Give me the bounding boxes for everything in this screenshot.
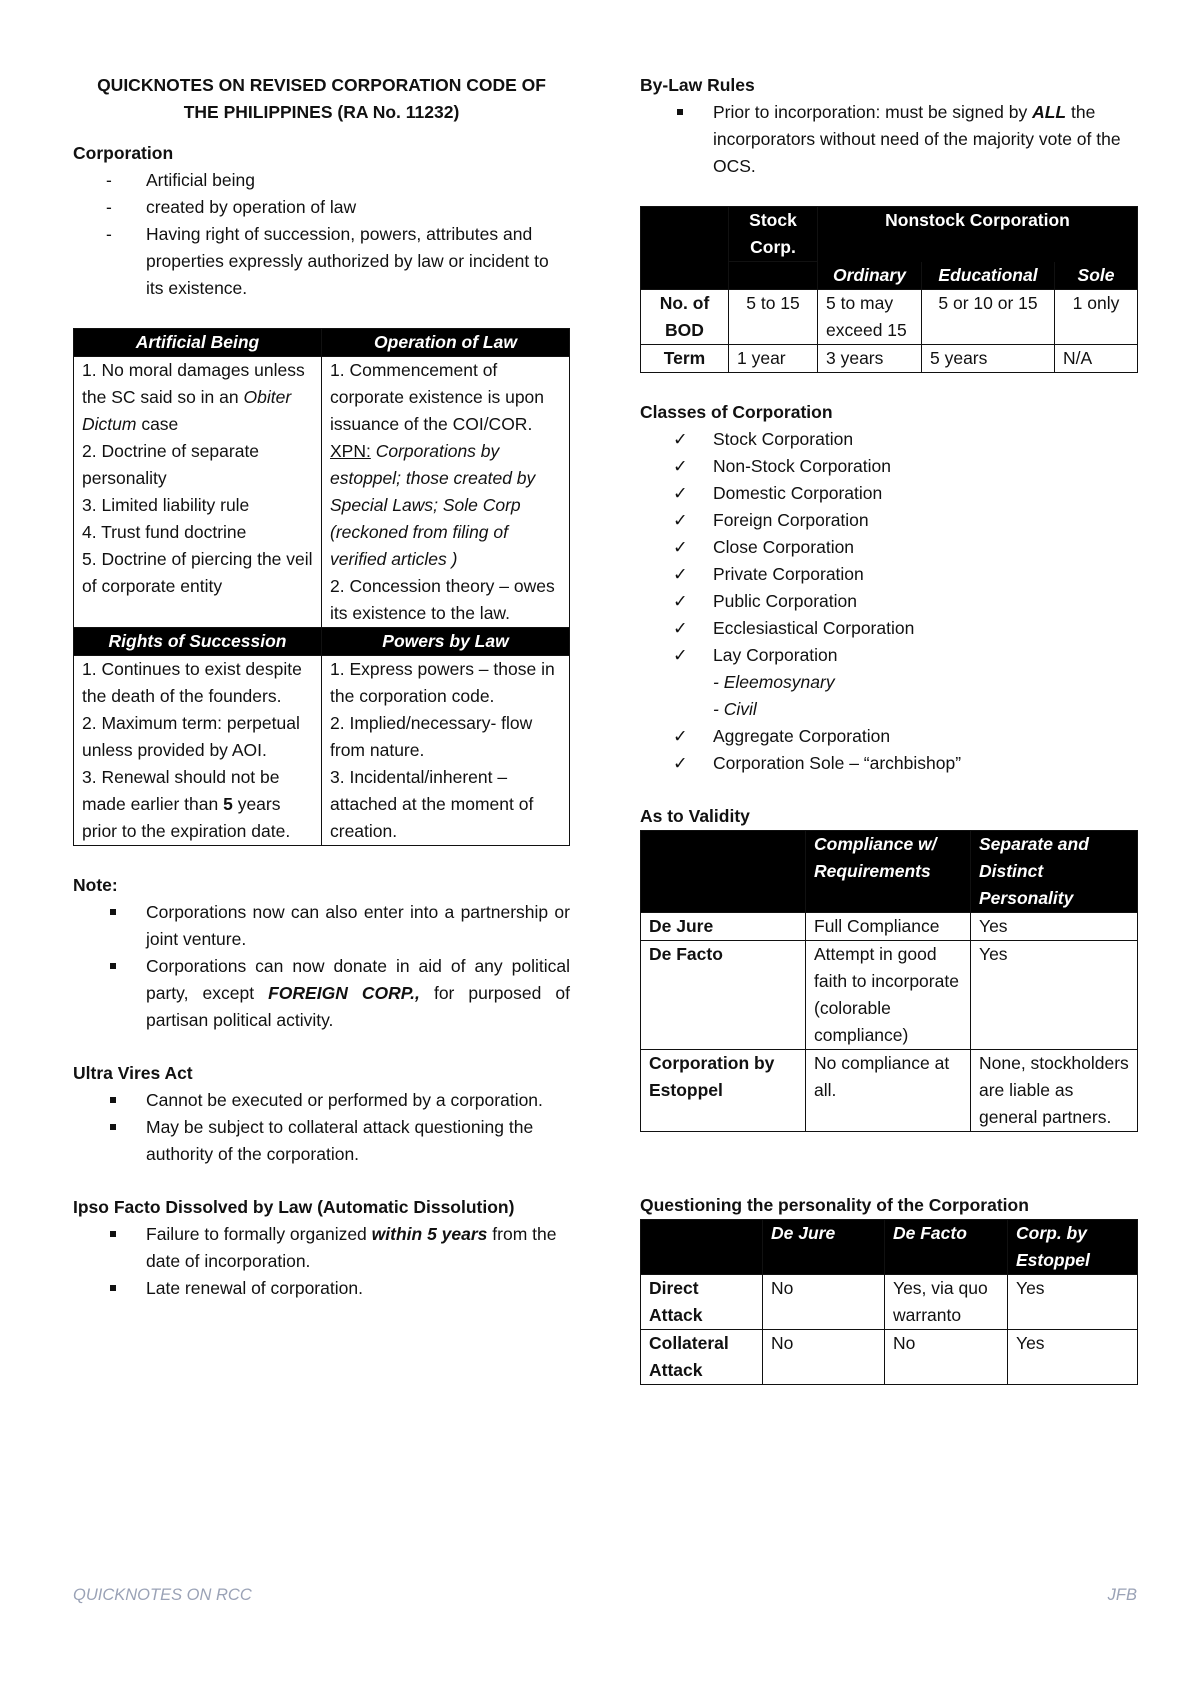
checkmark-icon: ✓: [673, 482, 688, 503]
personality-heading: Questioning the personality of the Corporation: [640, 1194, 1029, 1215]
cell-text: 1. Commencement of corporate existence is upon issuance of the COI/COR.: [330, 360, 545, 434]
list-item: [640, 615, 1137, 642]
cell-text: 1. Express powers – those in the corporation code.: [330, 659, 555, 706]
header-text: Stock Corp.: [749, 210, 797, 257]
table-header: Sole: [1055, 262, 1138, 290]
artificial-being-cell: [74, 357, 322, 628]
footer-left: QUICKNOTES ON RCC: [73, 1586, 252, 1604]
row-label: Term: [641, 344, 729, 372]
table-header: Operation of Law: [322, 329, 570, 357]
bod-table: [640, 206, 1138, 373]
table-cell: No compliance at all.: [806, 1049, 971, 1131]
list-item: [640, 750, 1137, 777]
table-cell: No: [763, 1329, 885, 1384]
list-item: [73, 953, 570, 1034]
checkmark-icon: ✓: [673, 725, 688, 746]
right-column: [640, 72, 1137, 1385]
checkmark-icon: ✓: [673, 428, 688, 449]
bylaw-list: [640, 99, 1137, 180]
classes-list: [640, 426, 1137, 777]
item-text: Non-Stock Corporation: [713, 455, 891, 476]
operation-of-law-cell: [322, 357, 570, 628]
table-cell: Yes: [971, 912, 1138, 940]
row-label: Direct Attack: [641, 1274, 763, 1329]
list-item: Corporations now can also enter into a partnership or joint venture.: [73, 899, 570, 953]
table-header: Separate and Distinct Personality: [971, 830, 1138, 912]
list-item: [640, 507, 1137, 534]
table-cell: None, stockholders are liable as general partners.: [971, 1049, 1138, 1131]
checkmark-icon: ✓: [673, 563, 688, 584]
table-cell: 5 to 15: [729, 289, 818, 344]
item-text: within 5 years: [371, 1224, 488, 1244]
checkmark-icon: ✓: [673, 509, 688, 530]
spacer: [73, 1034, 570, 1060]
item-text: Public Corporation: [713, 590, 857, 611]
table-cell: 5 to may exceed 15: [818, 289, 922, 344]
cell-text: case: [141, 414, 179, 434]
table-cell: 1 year: [729, 344, 818, 372]
table-header: [729, 207, 818, 262]
table-row: [641, 940, 1138, 1049]
rights-of-succession-cell: [74, 656, 322, 846]
note-list: [73, 899, 570, 1034]
sub-list-item: - Civil: [713, 698, 757, 719]
cell-text: 2. Maximum term: perpetual unless provided by AOI.: [82, 713, 300, 760]
item-text: Aggregate Corporation: [713, 725, 891, 746]
cell-text: 2. Concession theory – owes its existence to the law.: [330, 576, 555, 623]
corporation-heading: Corporation: [73, 143, 174, 163]
list-item: Cannot be executed or performed by a corporation.: [73, 1087, 570, 1114]
table-cell: Yes: [1008, 1329, 1138, 1384]
checkmark-icon: ✓: [673, 752, 688, 773]
item-text: Prior to incorporation: must be signed by: [713, 102, 1028, 122]
item-text: Stock Corporation: [713, 428, 854, 449]
ipso-facto-heading: Ipso Facto Dissolved by Law (Automatic Dissolution): [73, 1197, 515, 1217]
list-item: Late renewal of corporation.: [73, 1275, 570, 1302]
list-item: [73, 1221, 570, 1275]
table-cell: 1 only: [1055, 289, 1138, 344]
left-column: [73, 72, 570, 1302]
table-row: [641, 912, 1138, 940]
validity-heading: As to Validity: [640, 805, 750, 826]
item-text: Lay Corporation: [713, 644, 838, 665]
table-header: De Facto: [885, 1219, 1008, 1274]
list-item: [640, 642, 1137, 669]
item-text: Foreign Corporation: [713, 509, 869, 530]
personality-table: [640, 1219, 1138, 1385]
ipso-facto-list: [73, 1221, 570, 1302]
table-header-empty: [641, 1219, 763, 1274]
cell-text: Corporations by estoppel; those created by Special Laws; Sole Corp (reckoned from filing of verified articles ): [330, 441, 536, 569]
list-item: [640, 588, 1137, 615]
item-text: Corporations can now donate in aid of any political party, except: [146, 956, 570, 1003]
footer-right: JFB: [1107, 1586, 1137, 1604]
spacer: [640, 1132, 1137, 1192]
table-cell: N/A: [1055, 344, 1138, 372]
checkmark-icon: ✓: [673, 644, 688, 665]
table-header: Powers by Law: [322, 628, 570, 656]
table-cell: 3 years: [818, 344, 922, 372]
list-item: [640, 99, 1137, 180]
checkmark-icon: ✓: [673, 590, 688, 611]
item-text: FOREIGN CORP.,: [268, 983, 420, 1003]
list-item: May be subject to collateral attack questioning the authority of the corporation.: [73, 1114, 570, 1168]
cell-text: 1. Continues to exist despite the death of the founders.: [82, 659, 302, 706]
table-cell: 5 or 10 or 15: [922, 289, 1055, 344]
cell-text: 1. No moral damages unless the SC said so in an: [82, 360, 305, 407]
list-item: [640, 723, 1137, 750]
document-title: QUICKNOTES ON REVISED CORPORATION CODE OF THE PHILIPPINES (RA No. 11232): [97, 75, 546, 122]
ultra-vires-heading: Ultra Vires Act: [73, 1063, 193, 1083]
table-header: Artificial Being: [74, 329, 322, 357]
corporation-list: [73, 167, 570, 302]
table-cell: Full Compliance: [806, 912, 971, 940]
list-item: [640, 561, 1137, 588]
cell-text: 3. Incidental/inherent – attached at the moment of creation.: [330, 767, 534, 841]
row-label: De Jure: [641, 912, 806, 940]
item-text: Close Corporation: [713, 536, 855, 557]
spacer: [73, 1168, 570, 1194]
item-text: Private Corporation: [713, 563, 864, 584]
item-text: Corporation Sole – “archbishop”: [713, 752, 962, 773]
table-header-empty: [641, 207, 729, 290]
table-row: [641, 1329, 1138, 1384]
table-header-empty: [641, 830, 806, 912]
row-label: No. of BOD: [641, 289, 729, 344]
cell-text: XPN:: [330, 441, 371, 461]
validity-table: [640, 830, 1138, 1132]
attributes-table: [73, 328, 570, 846]
cell-text: 5. Doctrine of piercing the veil of corporate entity: [82, 549, 313, 596]
checkmark-icon: ✓: [673, 455, 688, 476]
cell-text: 4. Trust fund doctrine: [82, 522, 247, 542]
bylaw-heading: By-Law Rules: [640, 75, 755, 95]
sub-list-item: - Eleemosynary: [713, 671, 835, 692]
table-cell: No: [885, 1329, 1008, 1384]
checkmark-icon: ✓: [673, 536, 688, 557]
row-label: De Facto: [641, 940, 806, 1049]
table-cell: 5 years: [922, 344, 1055, 372]
table-header: Ordinary: [818, 262, 922, 290]
ultra-vires-list: [73, 1087, 570, 1168]
spacer: [640, 777, 1137, 803]
item-text: ALL: [1032, 102, 1067, 122]
item-text: for purposed of partisan political activity.: [146, 983, 571, 1030]
spacer: [640, 373, 1137, 399]
list-item: - Having right of succession, powers, attributes and properties expressly authorized by law or incident to its existence.: [73, 221, 570, 302]
cell-text: 5: [223, 794, 233, 814]
table-cell: Yes, via quo warranto: [885, 1274, 1008, 1329]
table-row: [641, 1274, 1138, 1329]
table-header: Rights of Succession: [74, 628, 322, 656]
table-header: Nonstock Corporation: [818, 207, 1138, 262]
cell-text: years prior to the expiration date.: [82, 794, 291, 841]
item-text: Failure to formally organized: [146, 1224, 367, 1244]
list-item: - created by operation of law: [73, 194, 570, 221]
table-cell: Yes: [971, 940, 1138, 1049]
table-header: Corp. by Estoppel: [1008, 1219, 1138, 1274]
list-item: [640, 480, 1137, 507]
checkmark-icon: ✓: [673, 617, 688, 638]
cell-text: 3. Limited liability rule: [82, 495, 250, 515]
table-cell: Yes: [1008, 1274, 1138, 1329]
list-item: [640, 534, 1137, 561]
cell-text: 2. Implied/necessary- flow from nature.: [330, 713, 533, 760]
table-header: De Jure: [763, 1219, 885, 1274]
spacer: [73, 302, 570, 328]
spacer: [73, 846, 570, 872]
table-row: [641, 1049, 1138, 1131]
cell-text: 3. Renewal should not be made earlier than: [82, 767, 280, 814]
classes-heading: Classes of Corporation: [640, 401, 833, 422]
powers-by-law-cell: [322, 656, 570, 846]
table-cell: No: [763, 1274, 885, 1329]
table-header-empty: [729, 262, 818, 290]
note-heading: Note:: [73, 875, 118, 895]
item-text: from the date of incorporation.: [146, 1224, 557, 1271]
table-header: Educational: [922, 262, 1055, 290]
spacer: [640, 180, 1137, 206]
table-header: Compliance w/ Requirements: [806, 830, 971, 912]
row-label: Collateral Attack: [641, 1329, 763, 1384]
item-text: Ecclesiastical Corporation: [713, 617, 915, 638]
list-item: - Artificial being: [73, 167, 570, 194]
list-item: [640, 453, 1137, 480]
item-text: Domestic Corporation: [713, 482, 883, 503]
item-text: the incorporators without need of the majority vote of the OCS.: [713, 102, 1121, 176]
table-cell: Attempt in good faith to incorporate (colorable compliance): [806, 940, 971, 1049]
cell-text: 2. Doctrine of separate personality: [82, 441, 260, 488]
cell-text: Obiter Dictum: [82, 387, 292, 434]
row-label: Corporation by Estoppel: [641, 1049, 806, 1131]
list-item: [640, 426, 1137, 453]
